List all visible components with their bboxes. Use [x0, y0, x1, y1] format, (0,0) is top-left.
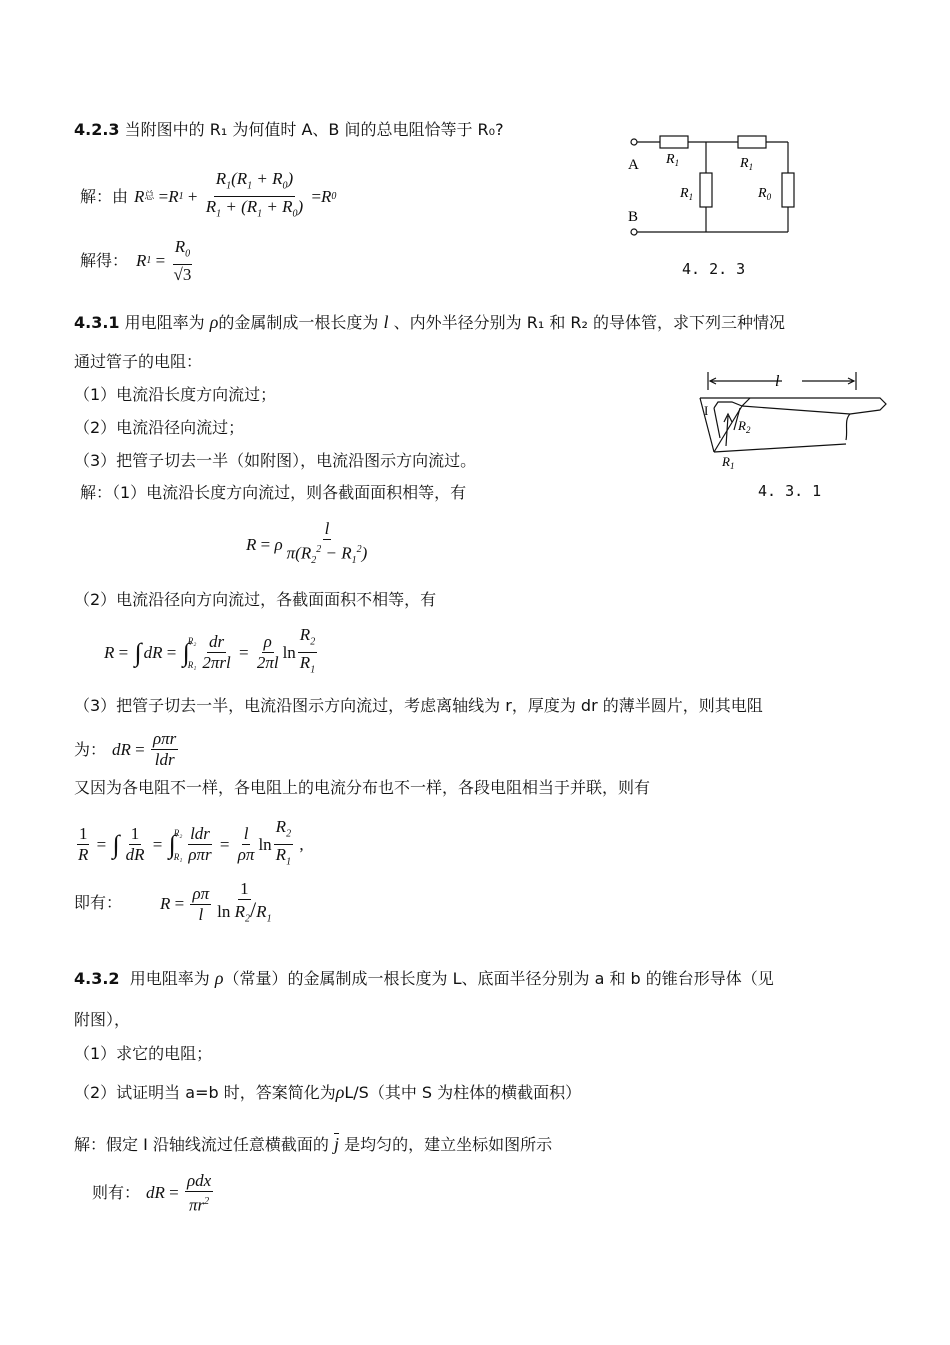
label-R2: $R_2$ — [738, 418, 751, 435]
solution-part-1: 解：（1）电流沿长度方向流过，则各截面面积相等，有 — [80, 483, 467, 502]
problem-4-2-3-question — [74, 120, 504, 140]
solution-label: 解：由 — [80, 186, 129, 206]
label-l: l — [775, 373, 780, 390]
solution-part-2: （2）电流沿径向方向流过，各截面面积不相等，有 — [74, 590, 437, 609]
symbol-rho: ρ — [214, 968, 224, 988]
label-B: B — [628, 209, 639, 225]
formula-4-2-3-result: 解得： R 1 = $\frac{R_0}{√3}$ — [80, 237, 192, 285]
problem-4-3-1-question: 4.3.1 用电阻率为 ρ的金属制成一根长度为 l 、内外半径分别为 R₁ 和 R₂ 的导体管，求下列三种情况 — [74, 312, 786, 332]
problem-4-3-2-question: 4.3.2 用电阻率为 ρ（常量）的金属制成一根长度为 L、底面半径分别为 a 和 b 的锥台形导体（见 — [74, 968, 774, 988]
formula-4-3-1-inverse-R: $\frac{1}{R}$ = ∫ $\frac{1}{dR}$ = ∫ R₂ R₁ $\frac{\text{ldr}}{\text{ρπr}}$ = $\frac{l}{\rho\pi}$ ln $\frac{R_2}{R_1}$ , — [78, 817, 304, 868]
problem-number: 4.3.2 — [74, 969, 120, 988]
list-item: （2）试证明当 a=b 时，答案简化为ρL/S（其中 S 为柱体的横截面积） — [74, 1082, 582, 1102]
formula-4-3-1-part2: R = ∫ dR = ∫ R₂ R₁ $\frac{dr}{\text{2πrl}}$ = $\frac{\rho}{2\pi l}$ ln $\frac{R_2}{R_1}$ — [104, 625, 316, 676]
symbol-rho: ρ — [209, 312, 219, 332]
label-I: I — [704, 403, 709, 418]
solution-part-3: （3）把管子切去一半，电流沿图示方向流过，考虑离轴线为 r，厚度为 dr 的薄半圆片，则其电阻 — [74, 696, 763, 715]
label-R0: $R_0$ — [758, 186, 772, 202]
list-item: （3）把管子切去一半（如附图），电流沿图示方向流过。 — [74, 451, 477, 470]
problem-number: 4.2.3 — [74, 120, 120, 139]
label-A: A — [628, 157, 639, 173]
question-text: 当附图中的 R₁ 为何值时 A、B 间的总电阻恰等于 R₀? — [124, 120, 504, 139]
list-item: （1）求它的电阻； — [74, 1044, 213, 1063]
formula-4-2-3-solution: 解：由 R 总 = R 1 + $\frac{R_1(R_1 + R_0)}{R_1 + (R_1 + R_0)}$ = R 0 — [80, 169, 337, 220]
formula-4-3-1-part3-result: R = $\frac{\rho\pi}{l}$ $\frac{1}{\ln R_2/R_1}$ — [160, 879, 272, 925]
symbol-rho: ρ — [335, 1082, 345, 1102]
formula-4-3-1-part1: R = ρ $\frac{l}{\pi(R_2^2 - R_1^2)}$ — [246, 519, 368, 567]
result-label: 解得： — [80, 251, 129, 271]
solution-parallel-text: 又因为各电阻不一样，各电阻上的电流分布也不一样，各段电阻相当于并联，则有 — [74, 778, 651, 797]
label-R1-vertical: $R_1$ — [680, 186, 694, 202]
figure-caption-4-3-1: 4. 3. 1 — [758, 482, 822, 500]
subscript-zong: 总 — [144, 190, 155, 202]
result-label: 即有： — [74, 893, 123, 912]
label-R1-right: $R_1$ — [740, 156, 754, 172]
symbol-l: l — [383, 312, 389, 332]
list-item: （2）电流沿径向流过； — [74, 418, 245, 437]
question-line2: 附图）， — [74, 1010, 131, 1029]
solution-4-3-2: 解：假定 I 沿轴线流过任意横截面的 $\overline{j}$ 是均匀的，建立坐标如图所示 — [74, 1134, 553, 1154]
formula-4-3-2-dR: 则有： dR = $\frac{\text{ρdx}}{\pi r^2}$ — [92, 1171, 212, 1215]
question-line2: 通过管子的电阻： — [74, 352, 203, 371]
label-R1: $R_1$ — [722, 454, 735, 471]
problem-number: 4.3.1 — [74, 313, 120, 332]
label-R1-top: $R_1$ — [666, 152, 680, 168]
list-item: （1）电流沿长度方向流过； — [74, 385, 277, 404]
symbol-j-vector: $\overline{j}$ — [334, 1134, 340, 1154]
figure-caption-4-2-3: 4. 2. 3 — [682, 260, 746, 278]
formula-4-3-1-dR: 为： dR = $\frac{\text{ρπr}}{\text{ldr}}$ — [74, 729, 177, 769]
